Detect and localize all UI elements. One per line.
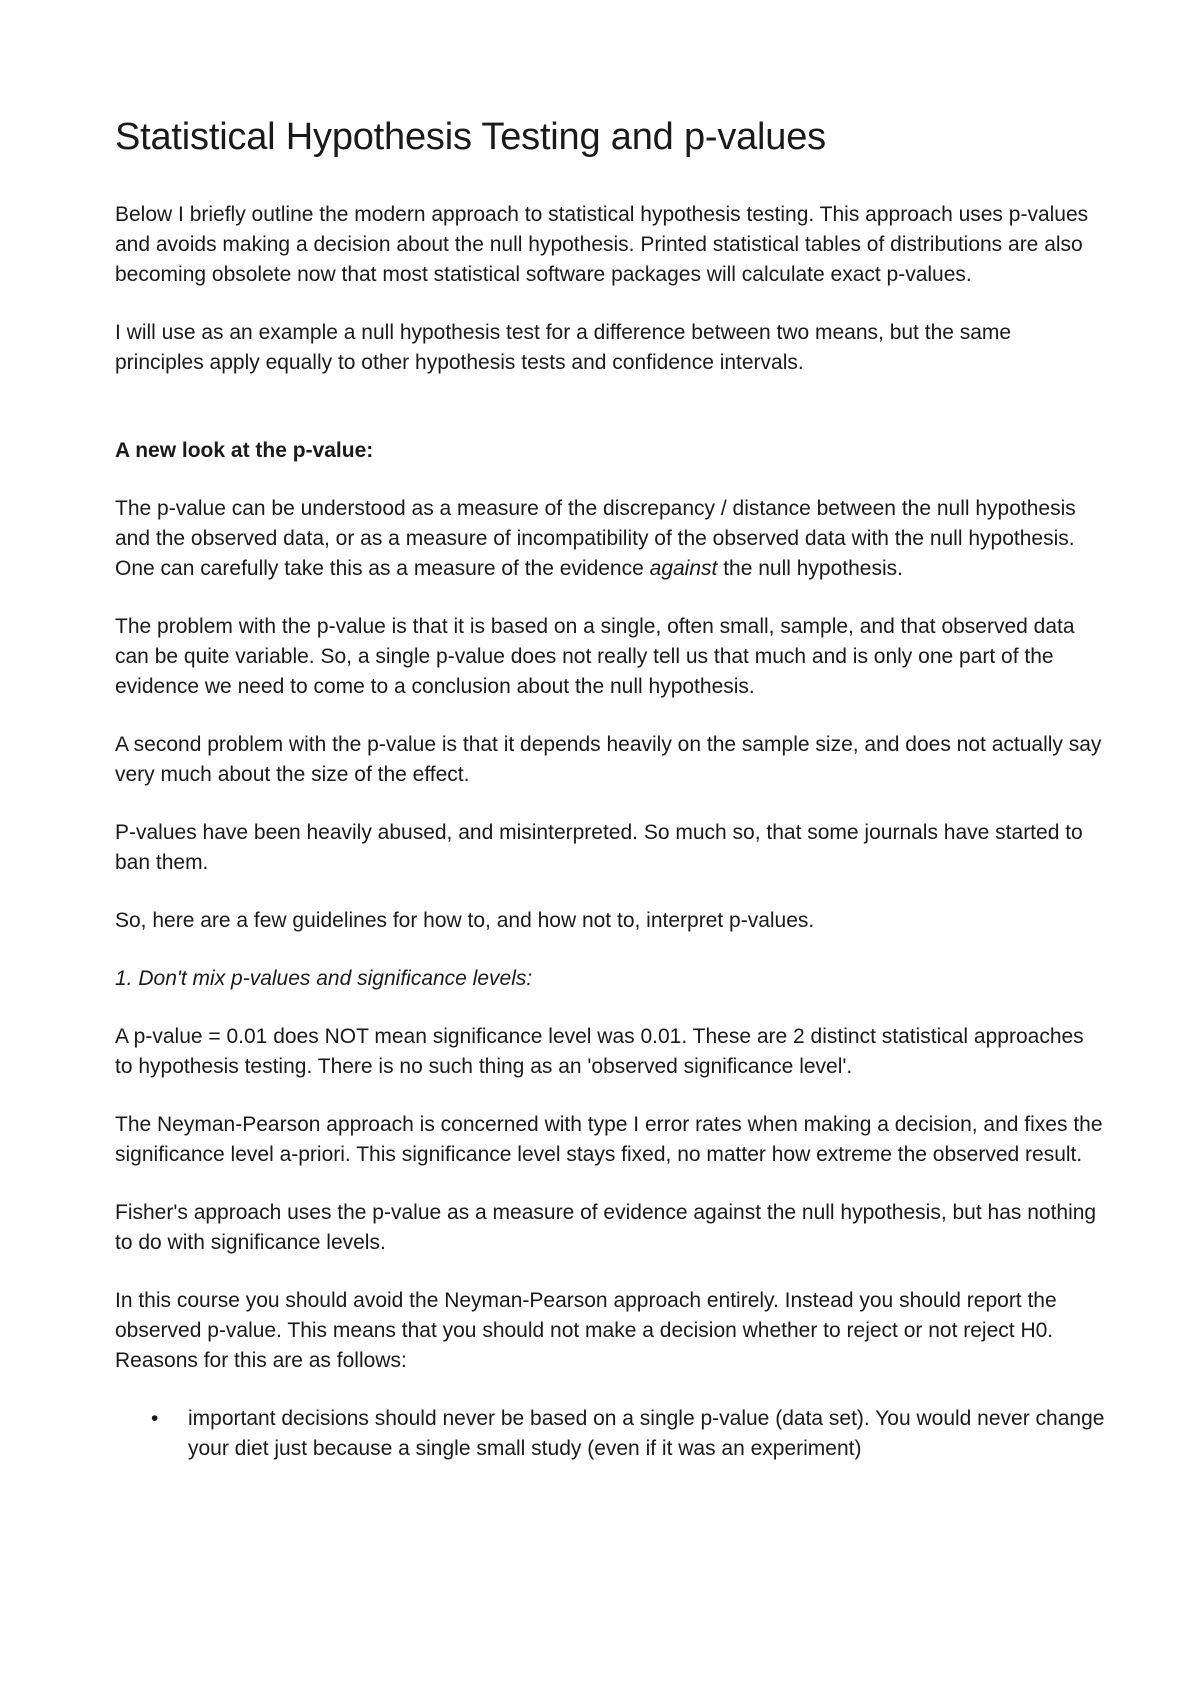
- paragraph-pvalue-definition: [115, 494, 1105, 584]
- intro-paragraph-1: Below I briefly outline the modern approach to statistical hypothesis testing. This approach uses p-values and avoids making a decision about the null hypothesis. Printed statistical tables of distributions are also becoming obsolete now that most statistical software packages will calculate exact p-values.: [115, 203, 1089, 286]
- list-item: [115, 1404, 1105, 1464]
- paragraph-neyman-pearson: The Neyman-Pearson approach is concerned with type I error rates when making a decision, and fixes the significance level a-priori. This significance level stays fixed, no matter how extreme the observed result.: [115, 1113, 1103, 1166]
- document-title: Statistical Hypothesis Testing and p-values: [115, 116, 826, 158]
- paragraph-guidelines-intro: So, here are a few guidelines for how to, and how not to, interpret p-values.: [115, 909, 815, 932]
- paragraph-pvalue-definition-text: The p-value can be understood as a measure of the discrepancy / distance between the null hypothesis and the observed data, or as a measure of incompatibility of the observed data with the null hypothesis. One can carefully take this as a measure of the evidence: [115, 497, 1076, 580]
- reasons-list: [115, 1404, 1105, 1464]
- emphasis-against: against: [649, 557, 718, 580]
- guideline-1-heading: 1. Don't mix p-values and significance levels:: [115, 967, 533, 990]
- document-body: [115, 112, 1105, 1464]
- paragraph-problem-1: The problem with the p-value is that it is based on a single, often small, sample, and that observed data can be quite variable. So, a single p-value does not really tell us that much and is only one part of the evidence we need to come to a conclusion about the null hypothesis.: [115, 615, 1075, 698]
- paragraph-fisher: Fisher's approach uses the p-value as a measure of evidence against the null hypothesis, but has nothing to do with significance levels.: [115, 1201, 1097, 1254]
- paragraph-course-advice: In this course you should avoid the Neyman-Pearson approach entirely. Instead you should report the observed p-value. This means that you should not make a decision whether to reject or not reject H0. Reasons for this are as follows:: [115, 1289, 1057, 1372]
- paragraph-problem-2: A second problem with the p-value is that it depends heavily on the sample size, and does not actually say very much about the size of the effect.: [115, 733, 1102, 786]
- paragraph-abuse: P-values have been heavily abused, and misinterpreted. So much so, that some journals have started to ban them.: [115, 821, 1083, 874]
- paragraph-pvalue-definition-end: the null hypothesis.: [717, 557, 903, 580]
- bullet-icon: •: [151, 1407, 159, 1430]
- paragraph-significance-level: A p-value = 0.01 does NOT mean significance level was 0.01. These are 2 distinct statistical approaches to hypothesis testing. There is no such thing as an 'observed significance level'.: [115, 1025, 1084, 1078]
- list-item-text: important decisions should never be based on a single p-value (data set). You would never change your diet just because a single small study (even if it was an experiment): [188, 1407, 1105, 1460]
- section-heading: A new look at the p-value:: [115, 439, 374, 462]
- intro-paragraph-2: I will use as an example a null hypothesis test for a difference between two means, but the same principles apply equally to other hypothesis tests and confidence intervals.: [115, 321, 1012, 374]
